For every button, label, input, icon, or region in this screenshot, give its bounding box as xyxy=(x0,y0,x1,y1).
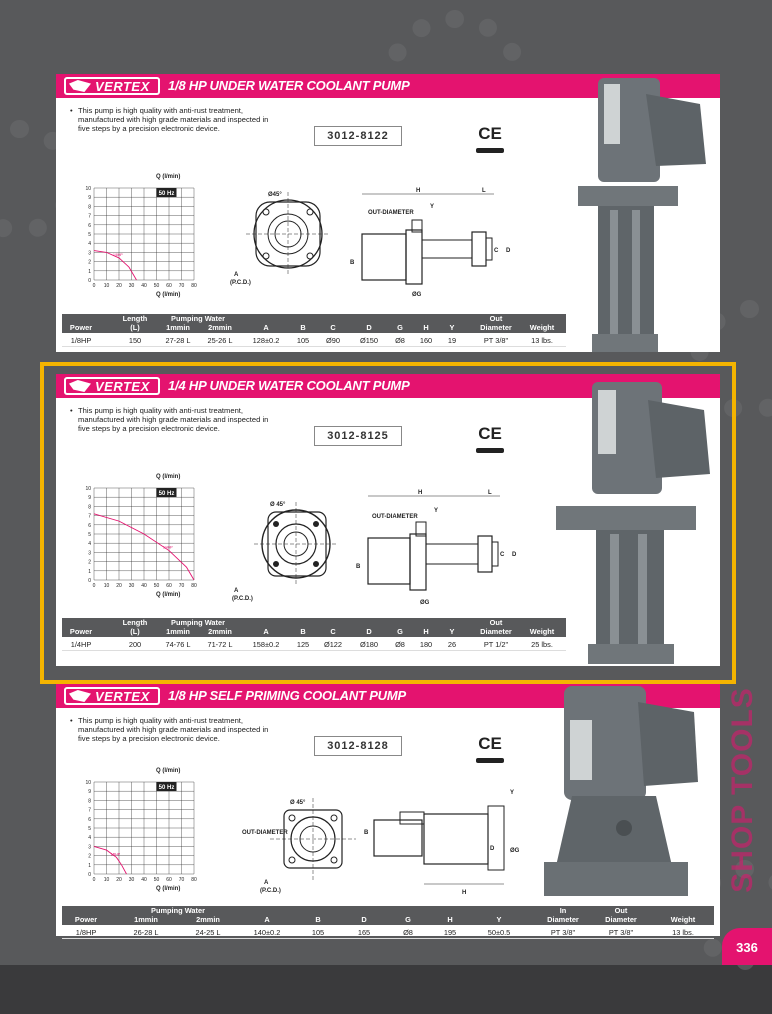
product-title: 1/8 HP SELF PRIMING COOLANT PUMP xyxy=(168,688,406,703)
chart-y-tick: 3 xyxy=(88,250,91,257)
chart-x-tick: 60 xyxy=(166,283,172,289)
header-weight: Weight xyxy=(529,323,555,332)
angle-label: Ø 45° xyxy=(290,800,306,806)
chart-y-tick: 2 xyxy=(88,259,91,266)
chart-x-tick: 50 xyxy=(153,283,160,289)
chart-x-tick: 80 xyxy=(191,583,197,589)
chart-y-tick: 2 xyxy=(88,559,91,566)
product-title: 1/4 HP UNDER WATER COOLANT PUMP xyxy=(168,378,410,393)
header-a: A xyxy=(263,627,269,636)
chart-x-tick: 10 xyxy=(103,877,110,883)
chart-y-tick: 10 xyxy=(85,780,91,786)
cell-1mmin: 27-28 L xyxy=(165,336,191,345)
header-1mmin: 1mmin xyxy=(166,323,190,332)
dim-a-label: A xyxy=(234,272,239,278)
selection-highlight-frame xyxy=(40,362,736,684)
header-g: G xyxy=(397,627,403,636)
cell-d: Ø180 xyxy=(359,640,379,649)
chart-x-tick: 30 xyxy=(128,583,135,589)
header-c: C xyxy=(330,627,336,636)
header-y: Y xyxy=(449,627,455,636)
angle-label: Ø 45° xyxy=(270,502,286,508)
out-diameter-label: OUT-DIAMETER xyxy=(368,210,414,216)
product-panel-3 xyxy=(56,684,720,936)
dim-l-label: L xyxy=(488,490,492,496)
frequency-label: 50 Hz xyxy=(158,191,175,197)
header-out-diameter: Diameter xyxy=(480,323,512,332)
performance-curve xyxy=(94,846,127,874)
performance-chart xyxy=(76,764,216,894)
header-h: H xyxy=(447,915,453,924)
curve-label: 1/8HP xyxy=(113,252,123,257)
cell-weight: 13 lbs. xyxy=(531,336,553,345)
cell-length: 150 xyxy=(128,336,142,345)
cell-g: Ø8 xyxy=(395,336,405,345)
ce-certified-icon xyxy=(476,148,504,153)
spec-table xyxy=(62,314,566,347)
chart-y-tick: 6 xyxy=(88,522,91,529)
brand-bird-icon xyxy=(69,80,91,92)
header-2mmin: 2mmin xyxy=(196,915,220,924)
header-y: Y xyxy=(496,915,502,924)
header-length-l: (L) xyxy=(130,323,140,332)
side-label xyxy=(726,687,759,893)
dim-y-label: Y xyxy=(430,204,435,210)
dim-y-label: Y xyxy=(434,508,439,514)
header-d: D xyxy=(361,915,367,924)
chart-x-tick: 70 xyxy=(178,877,185,883)
chart-x-tick: 60 xyxy=(166,583,172,589)
chart-y-tick: 5 xyxy=(88,532,91,538)
header-power: Power xyxy=(74,915,98,924)
chart-y-tick: 8 xyxy=(88,504,91,511)
cell-out-diameter: PT 3/8" xyxy=(608,928,634,937)
chart-y-tick: 0 xyxy=(88,578,91,584)
cell-d: 165 xyxy=(357,928,371,937)
chart-y-tick: 9 xyxy=(88,195,91,202)
header-b: B xyxy=(300,323,306,332)
chart-y-tick: 1 xyxy=(88,268,91,275)
chart-y-tick: 1 xyxy=(88,568,91,575)
chart-y-label: Q (l/min) xyxy=(156,768,181,774)
dim-l-label: L xyxy=(482,188,486,194)
header-d: D xyxy=(366,323,372,332)
header-g: G xyxy=(397,323,403,332)
chart-x-tick: 40 xyxy=(141,283,147,289)
cell-c: Ø90 xyxy=(326,336,340,345)
dim-d-label: D xyxy=(512,552,517,558)
brand-bird-icon xyxy=(69,690,91,702)
header-pumping: Pumping Water xyxy=(171,618,225,627)
header-power: Power xyxy=(69,627,93,636)
dim-b-label: B xyxy=(356,564,361,570)
header-length: Length xyxy=(122,314,148,323)
chart-y-tick: 2 xyxy=(88,853,91,860)
header-out: Out xyxy=(489,618,503,627)
header-weight: Weight xyxy=(670,915,696,924)
cell-c: Ø122 xyxy=(323,640,343,649)
cell-b: 125 xyxy=(296,640,310,649)
chart-x-tick: 10 xyxy=(103,583,110,589)
chart-x-tick: 0 xyxy=(92,583,96,589)
chart-y-tick: 1 xyxy=(88,862,91,869)
pcd-label: (P.C.D.) xyxy=(260,888,281,894)
frequency-label: 50 Hz xyxy=(158,491,175,497)
dim-c-label: C xyxy=(494,248,499,254)
header-out: Out xyxy=(614,906,628,915)
header-b: B xyxy=(315,915,321,924)
product-code: 3012-8128 xyxy=(314,736,402,756)
chart-x-tick: 50 xyxy=(153,877,160,883)
vertex-logo xyxy=(64,77,160,95)
cell-power: 1/8HP xyxy=(75,928,97,937)
cell-in-diameter: PT 3/8" xyxy=(550,928,576,937)
header-in: In xyxy=(559,906,567,915)
vertex-logo xyxy=(64,687,160,705)
chart-y-tick: 0 xyxy=(88,872,91,878)
header-1mmin: 1mmin xyxy=(134,915,158,924)
pcd-label: (P.C.D.) xyxy=(232,596,253,602)
dim-b-label: B xyxy=(350,260,355,266)
chart-y-tick: 5 xyxy=(88,232,91,238)
table-row xyxy=(62,333,566,347)
angle-label: Ø45° xyxy=(268,192,282,198)
cell-power: 1/4HP xyxy=(70,640,92,649)
cell-1mmin: 74-76 L xyxy=(165,640,191,649)
header-h: H xyxy=(423,627,429,636)
cell-b: 105 xyxy=(311,928,325,937)
header-1mmin: 1mmin xyxy=(166,627,190,636)
header-pumping: Pumping Water xyxy=(151,906,205,915)
cell-weight: 13 lbs. xyxy=(672,928,694,937)
chart-y-tick: 10 xyxy=(85,486,91,492)
curve-label: 1/8HP xyxy=(110,852,121,857)
chart-y-tick: 8 xyxy=(88,204,91,211)
table-row xyxy=(62,925,714,939)
chart-y-label: Q (l/min) xyxy=(156,474,181,480)
header-length: Length xyxy=(122,618,148,627)
header-power: Power xyxy=(69,323,93,332)
cell-d: Ø150 xyxy=(359,336,379,345)
cell-length: 200 xyxy=(128,640,142,649)
chart-y-tick: 8 xyxy=(88,798,91,805)
header-g: G xyxy=(405,915,411,924)
chart-y-tick: 7 xyxy=(88,213,91,220)
dim-a-label: A xyxy=(264,880,269,886)
cell-g: Ø8 xyxy=(395,640,405,649)
header-in-diameter: Diameter xyxy=(547,915,579,924)
product-description: • This pump is high quality with anti-rust treatment, manufactured with high grade materials and inspected in five steps by a precision electronic device. xyxy=(70,106,270,133)
chart-y-label: Q (l/min) xyxy=(156,174,181,180)
header-h: H xyxy=(423,323,429,332)
ce-mark: CE xyxy=(478,734,502,753)
chart-y-tick: 4 xyxy=(88,835,91,842)
chart-x-tick: 20 xyxy=(116,877,122,883)
dim-c-label: C xyxy=(500,552,505,558)
cell-2mmin: 71-72 L xyxy=(207,640,233,649)
cell-b: 105 xyxy=(296,336,310,345)
product-title: 1/8 HP UNDER WATER COOLANT PUMP xyxy=(168,78,410,93)
cell-a: 128±0.2 xyxy=(252,336,280,345)
chart-x-tick: 30 xyxy=(128,877,135,883)
cell-2mmin: 25-26 L xyxy=(207,336,233,345)
chart-x-tick: 70 xyxy=(178,583,185,589)
product-panel-1 xyxy=(56,74,720,352)
cell-y: 19 xyxy=(447,336,457,345)
dim-g-label: ØG xyxy=(510,848,520,854)
cell-1mmin: 26-28 L xyxy=(133,928,159,937)
pcd-label: (P.C.D.) xyxy=(230,280,251,286)
dim-h-label: H xyxy=(462,890,467,896)
chart-y-tick: 10 xyxy=(85,186,91,192)
header-out-diameter: Diameter xyxy=(480,627,512,636)
dimension-drawing xyxy=(226,182,516,302)
dim-b-label: B xyxy=(364,830,369,836)
chart-x-label: Q (l/min) xyxy=(156,592,181,598)
chart-x-tick: 0 xyxy=(92,877,96,883)
header-d: D xyxy=(366,627,372,636)
dim-d-label: D xyxy=(490,846,495,852)
chart-x-tick: 40 xyxy=(141,583,147,589)
dim-h-label: H xyxy=(416,188,421,194)
cell-y: 50±0.5 xyxy=(487,928,511,937)
chart-y-tick: 7 xyxy=(88,807,91,814)
chart-y-tick: 5 xyxy=(88,826,91,832)
chart-y-tick: 3 xyxy=(88,550,91,557)
dim-g-label: ØG xyxy=(412,292,422,298)
header-pumping: Pumping Water xyxy=(171,314,225,323)
header-2mmin: 2mmin xyxy=(208,323,232,332)
brand-name: VERTEX xyxy=(95,78,150,94)
chart-x-tick: 70 xyxy=(178,283,185,289)
frequency-label: 50 Hz xyxy=(158,785,175,791)
chart-x-tick: 20 xyxy=(116,583,122,589)
cell-y: 26 xyxy=(447,640,457,649)
chart-y-tick: 6 xyxy=(88,816,91,823)
cell-2mmin: 24-25 L xyxy=(195,928,221,937)
chart-y-tick: 7 xyxy=(88,513,91,520)
chart-x-tick: 10 xyxy=(103,283,110,289)
side-label-text: SHOP TOOLS xyxy=(726,687,759,893)
chart-y-tick: 0 xyxy=(88,278,91,284)
chart-y-tick: 6 xyxy=(88,222,91,229)
pump-image xyxy=(544,686,720,904)
ce-certified-icon xyxy=(476,758,504,763)
cell-weight: 25 lbs. xyxy=(531,640,553,649)
header-a: A xyxy=(263,323,269,332)
performance-chart xyxy=(76,170,216,300)
brand-name: VERTEX xyxy=(95,378,150,394)
cell-h: 160 xyxy=(419,336,433,345)
dim-y-label: Y xyxy=(510,790,515,796)
header-weight: Weight xyxy=(529,627,555,636)
page-number: 336 xyxy=(722,928,772,965)
pump-image xyxy=(564,74,720,356)
chart-y-tick: 9 xyxy=(88,789,91,796)
header-b: B xyxy=(300,627,306,636)
product-code: 3012-8125 xyxy=(314,426,402,446)
chart-x-tick: 0 xyxy=(92,283,96,289)
chart-x-tick: 80 xyxy=(191,877,197,883)
brand-name: VERTEX xyxy=(95,688,150,704)
chart-y-tick: 4 xyxy=(88,241,91,248)
cell-a: 140±0.2 xyxy=(253,928,281,937)
chart-x-tick: 60 xyxy=(166,877,172,883)
chart-y-tick: 9 xyxy=(88,495,91,502)
chart-x-tick: 30 xyxy=(128,283,135,289)
chart-x-tick: 50 xyxy=(153,583,160,589)
spec-table-header xyxy=(62,906,714,925)
out-diameter-label: OUT-DIAMETER xyxy=(242,830,288,836)
cell-out-diameter: PT 1/2" xyxy=(483,640,509,649)
chart-y-tick: 4 xyxy=(88,541,91,548)
dim-d-label: D xyxy=(506,248,511,254)
product-description: • This pump is high quality with anti-rust treatment, manufactured with high grade materials and inspected in five steps by a precision electronic device. xyxy=(70,716,270,743)
cell-h: 180 xyxy=(419,640,433,649)
cell-out-diameter: PT 3/8" xyxy=(483,336,509,345)
dim-g-label: ØG xyxy=(420,600,430,606)
cell-h: 195 xyxy=(443,928,457,937)
spec-table-header xyxy=(62,314,566,333)
product-description: • This pump is high quality with anti-rust treatment, manufactured with high grade materials and inspected in five steps by a precision electronic device. xyxy=(70,406,270,433)
page-bottom-bar xyxy=(0,965,772,1014)
chart-y-tick: 3 xyxy=(88,844,91,851)
chart-x-label: Q (l/min) xyxy=(156,292,181,298)
ce-mark: CE xyxy=(478,124,502,143)
ce-mark: CE xyxy=(478,424,502,443)
curve-label: 1/4HP xyxy=(163,545,173,550)
chart-x-tick: 40 xyxy=(141,877,147,883)
header-out: Out xyxy=(489,314,503,323)
header-y: Y xyxy=(449,323,455,332)
product-code: 3012-8122 xyxy=(314,126,402,146)
dim-a-label: A xyxy=(234,588,239,594)
spec-table xyxy=(62,906,714,939)
cell-a: 158±0.2 xyxy=(252,640,280,649)
header-out-diameter: Diameter xyxy=(605,915,637,924)
dimension-drawing xyxy=(240,784,540,900)
chart-x-label: Q (l/min) xyxy=(156,886,181,892)
header-c: C xyxy=(330,323,336,332)
header-2mmin: 2mmin xyxy=(208,627,232,636)
chart-x-tick: 20 xyxy=(116,283,122,289)
out-diameter-label: OUT-DIAMETER xyxy=(372,514,418,520)
cell-g: Ø8 xyxy=(403,928,413,937)
header-a: A xyxy=(264,915,270,924)
dim-h-label: H xyxy=(418,490,423,496)
chart-x-tick: 80 xyxy=(191,283,197,289)
header-length-l: (L) xyxy=(130,627,140,636)
cell-power: 1/8HP xyxy=(70,336,92,345)
